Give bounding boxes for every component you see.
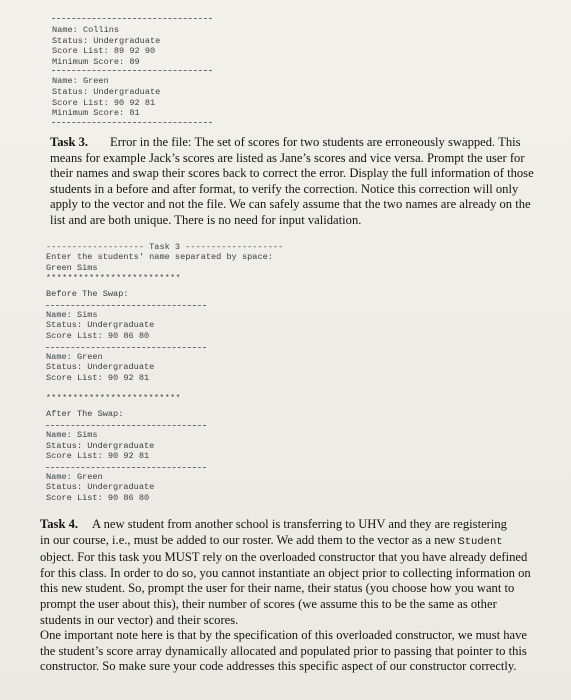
console-input: Green Sims [46,262,98,273]
task4-line: object. For this task you MUST rely on the overloaded constructor that you have already defined [40,550,528,565]
task4-line: Task 4. A new student from another school is transferring to UHV and they are registering [40,517,507,531]
task4-line: prompt the user about this), their number of scores (we assume this to be the same as other [40,596,497,611]
record-name: Name: Green [46,351,103,362]
record-name: Name: Collins [52,25,120,35]
record-name: Name: Green [46,471,103,482]
console-task-header: ------------------- Task 3 ------------------- [46,242,284,252]
task3-line: list and are both unique. There is no need for input validation. [50,212,362,227]
record-minimum: Minimum Score: 81 [52,108,140,119]
record-scores: Score List: 90 92 81 [46,372,150,383]
record-status: Status: Undergraduate [46,482,155,493]
task3-line: means for example Jack’s scores are listed as Jane’s scores and vice versa. Prompt the user for [50,150,525,165]
task3-line: students in a before and after format, to verify the correction. Notice this correction will only [50,181,519,196]
task4-line: for this class. In order to do so, you cannot instantiate an object prior to collecting information on [40,565,531,580]
separator [52,18,212,19]
task3-line: apply to the vector and not the file. We can safely assume that the two names are already on the [50,197,531,212]
separator [52,122,212,123]
task3-label: Task 3. [50,135,89,149]
record-scores: Score List: 90 92 81 [46,451,150,462]
task3-line: their names and swap their scores back to correct the error. Display the full information of those [50,166,534,181]
after-label: After The Swap: [46,409,124,420]
record-scores: Score List: 90 92 81 [52,97,156,108]
record-name: Name: Green [52,76,109,87]
console-prompt: Enter the students' name separated by space: [46,252,273,262]
record-name: Name: Sims [46,309,98,320]
record-scores: Score List: 89 92 90 [52,46,156,57]
task4-paragraph [40,517,555,675]
task4-line: constructor. So make sure your code addresses this specific aspect of our constructor correctly. [40,659,517,674]
stars-separator: ************************* [46,394,182,404]
record-name: Name: Sims [46,429,98,440]
separator [46,467,206,468]
separator [52,70,212,71]
separator [46,347,206,348]
inline-code: Student [458,535,503,548]
task3-paragraph [50,135,550,229]
before-label: Before The Swap: [46,289,129,300]
record-status: Status: Undergraduate [52,35,161,46]
record-status: Status: Undergraduate [46,440,155,451]
record-scores: Score List: 90 86 80 [46,492,150,503]
task3-line: Task 3. Error in the file: The set of scores for two students are erroneously swapped. This [50,135,521,149]
record-status: Status: Undergraduate [46,362,155,373]
separator [46,305,206,306]
record-status: Status: Undergraduate [46,320,155,331]
task4-line: students in our vector) and their scores. [40,612,239,627]
task4-line: the student’s score array dynamically allocated and populated prior to passing that pointer to this [40,643,527,658]
separator [46,425,206,426]
record-minimum: Minimum Score: 89 [52,56,140,67]
task4-line: in our course, i.e., must be added to our roster. We add them to the vector as a new Student [40,532,503,548]
console-output [46,242,336,504]
task4-line: One important note here is that by the specification of this overloaded constructor, we must have [40,628,528,643]
task4-line: this new student. So, prompt the user for their name, their status (you choose how you want to [40,581,515,596]
task4-label: Task 4. [40,517,79,531]
top-records [52,18,214,123]
record-status: Status: Undergraduate [52,86,161,97]
record-scores: Score List: 90 86 80 [46,330,150,341]
stars-separator: ************************* [46,274,182,284]
